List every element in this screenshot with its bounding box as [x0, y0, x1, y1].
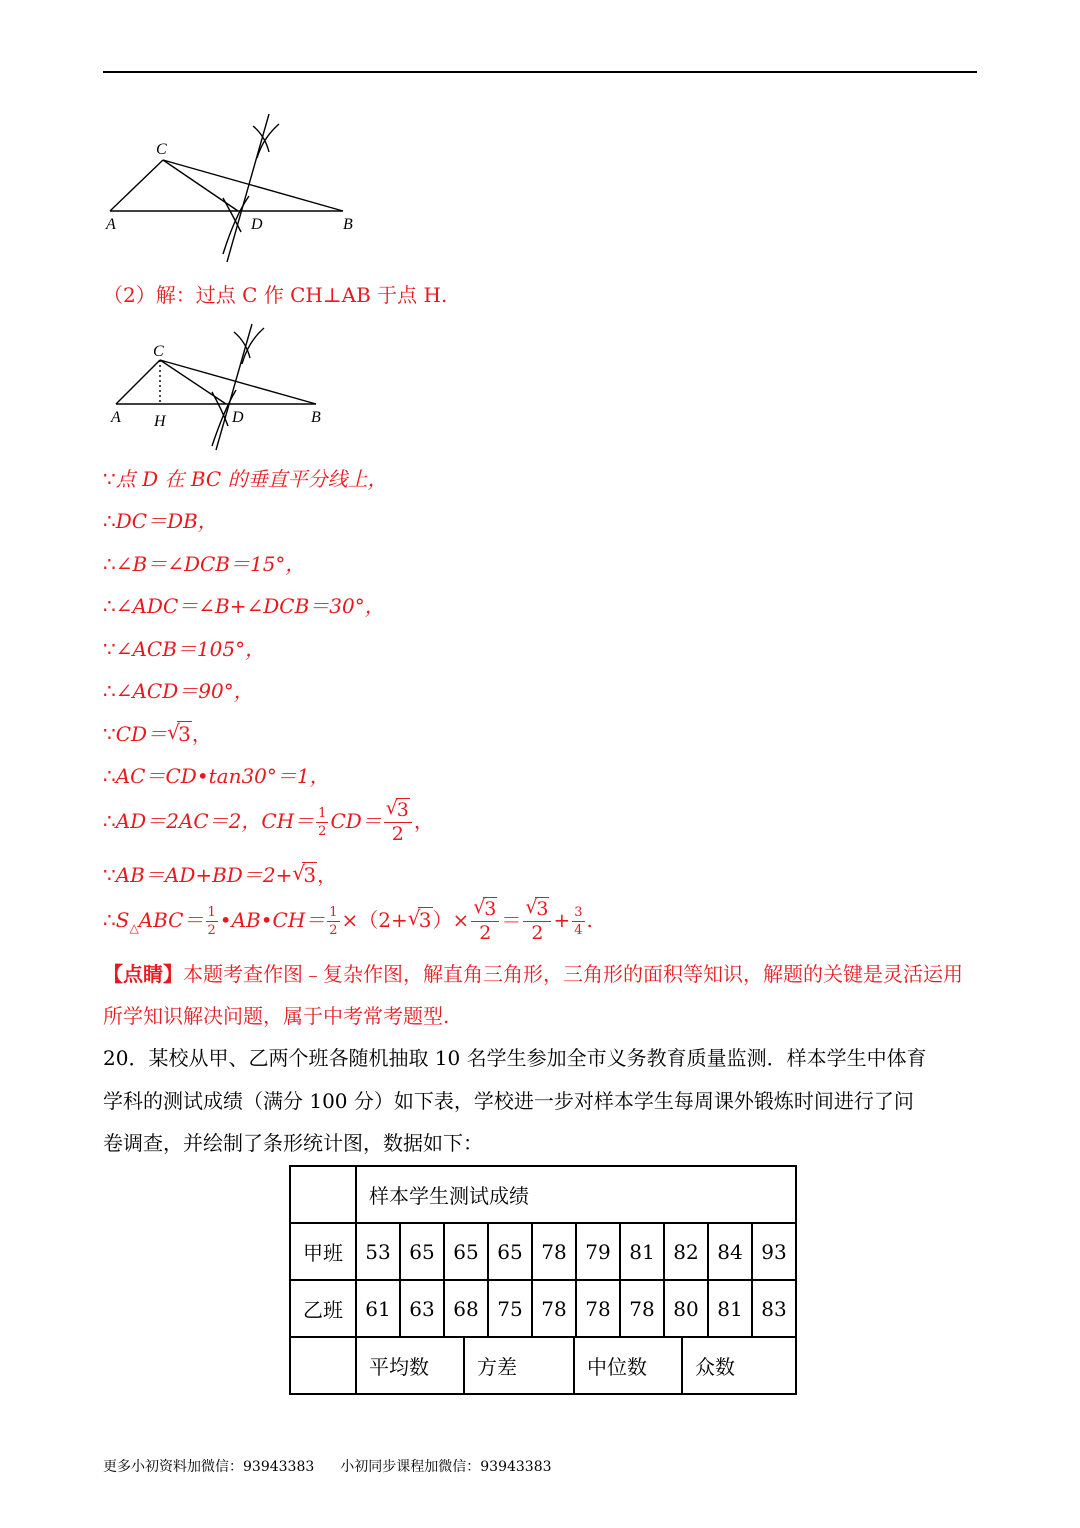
solution-line-3: ∴∠B＝∠DCB＝15°， [103, 552, 306, 576]
solution-line-9: ∴AD＝2AC＝2，CH＝ $\frac{1}{2}$ CD＝ √ 3 2 ， [103, 797, 434, 845]
perpendicular-bisector [216, 324, 252, 450]
score-cell: 81 [620, 1223, 664, 1280]
construction-figure-2 [108, 318, 338, 458]
score-cell: 82 [664, 1223, 708, 1280]
solution-line-11: $\therefore S_\triangle ABC=$ $\frac{1}{2}$ •AB•CH＝ $\frac{1}{2}$ ×（2+ √ 3）× √ 3 2 ＝ √ 3 2 + $\frac{3}{4}$ . [103, 896, 593, 944]
solution-line-2: ∴DC＝DB， [103, 509, 218, 533]
footer-left: 更多小初资料加微信：93943383 [103, 1459, 315, 1475]
solution-line-7: ∵CD＝ √ 3， [103, 720, 212, 746]
construction-arc [234, 332, 250, 358]
score-cell: 80 [664, 1280, 708, 1337]
label-b: B [311, 409, 321, 426]
solution-line-1: ∵点 D 在 BC 的垂直平分线上， [103, 467, 388, 491]
stat-mean: 平均数 [357, 1338, 465, 1393]
score-cell: 78 [532, 1223, 576, 1280]
score-cell: 78 [620, 1280, 664, 1337]
segment-ac [110, 160, 163, 211]
segment-cb [160, 360, 316, 404]
question-line-3: 卷调查，并绘制了条形统计图，数据如下： [103, 1131, 483, 1155]
score-cell: 53 [356, 1223, 400, 1280]
solution-line-4: ∴∠ADC＝∠B+∠DCB＝30°， [103, 594, 385, 618]
stats-corner-cell [290, 1337, 356, 1394]
comment-text: 本题考查作图﹣复杂作图，解直角三角形，三角形的面积等知识，解题的关键是灵活运用所学知识解决问题，属于中考常考题型. [103, 962, 963, 1028]
table-row-class-a [290, 1223, 796, 1280]
comment-block [103, 953, 977, 1037]
footer-right: 小初同步课程加微信：93943383 [340, 1459, 552, 1475]
fraction-sqrt3-over-2: √ 3 2 [384, 801, 412, 844]
stat-median: 中位数 [575, 1338, 683, 1393]
header-rule [103, 71, 977, 73]
question-line-2: 学科的测试成绩（满分 100 分）如下表，学校进一步对样本学生每周课外锻炼时间进行了问 [103, 1089, 914, 1113]
part2-intro: （2）解：过点 C 作 CH⊥AB 于点 H. [103, 283, 448, 307]
label-b: B [343, 216, 353, 233]
score-cell: 65 [488, 1223, 532, 1280]
label-d: D [232, 409, 244, 426]
table-row-class-b [290, 1280, 796, 1337]
score-cell: 68 [444, 1280, 488, 1337]
sqrt-3: √ 3 [292, 861, 317, 887]
question-line-1: 20．某校从甲、乙两个班各随机抽取 10 名学生参加全市义务教育质量监测．样本学生中体育 [103, 1046, 927, 1070]
segment-ac [116, 360, 160, 404]
label-a: A [106, 216, 116, 233]
label-h: H [154, 413, 166, 430]
score-cell: 65 [444, 1223, 488, 1280]
solution-line-6: ∴∠ACD＝90°， [103, 679, 254, 703]
score-cell: 65 [400, 1223, 444, 1280]
score-cell: 93 [752, 1223, 796, 1280]
score-cell: 81 [708, 1280, 752, 1337]
row-label: 甲班 [290, 1223, 356, 1280]
label-d: D [251, 216, 263, 233]
row-label: 乙班 [290, 1280, 356, 1337]
construction-arc [257, 124, 279, 158]
solution-line-8: ∴AC＝CD•tan30°＝1， [103, 764, 330, 788]
score-cell: 83 [752, 1280, 796, 1337]
construction-figure-1 [103, 108, 363, 268]
label-c: C [156, 141, 167, 158]
table-header: 样本学生测试成绩 [356, 1166, 796, 1223]
score-cell: 78 [532, 1280, 576, 1337]
score-table [289, 1165, 797, 1395]
table-row-stats [290, 1337, 796, 1394]
stat-mode: 众数 [695, 1355, 735, 1379]
score-cell: 75 [488, 1280, 532, 1337]
comment-label: 【点睛】 [103, 962, 183, 986]
fraction-one-half: $\frac{1}{2}$ [318, 806, 327, 839]
solution-line-5: ∵∠ACB＝105°， [103, 637, 266, 661]
score-cell: 61 [356, 1280, 400, 1337]
page-footer [103, 1456, 578, 1476]
label-c: C [153, 343, 164, 360]
label-a: A [111, 409, 121, 426]
stat-variance: 方差 [465, 1338, 575, 1393]
corner-cell [290, 1166, 356, 1223]
score-cell: 78 [576, 1280, 620, 1337]
score-cell: 63 [400, 1280, 444, 1337]
segment-cd [160, 360, 226, 404]
segment-cb [163, 160, 343, 211]
sqrt-3: √ 3 [167, 720, 191, 746]
solution-line-10: ∵AB＝AD+BD＝2+ √ 3， [103, 861, 338, 887]
score-cell: 84 [708, 1223, 752, 1280]
score-cell: 79 [576, 1223, 620, 1280]
